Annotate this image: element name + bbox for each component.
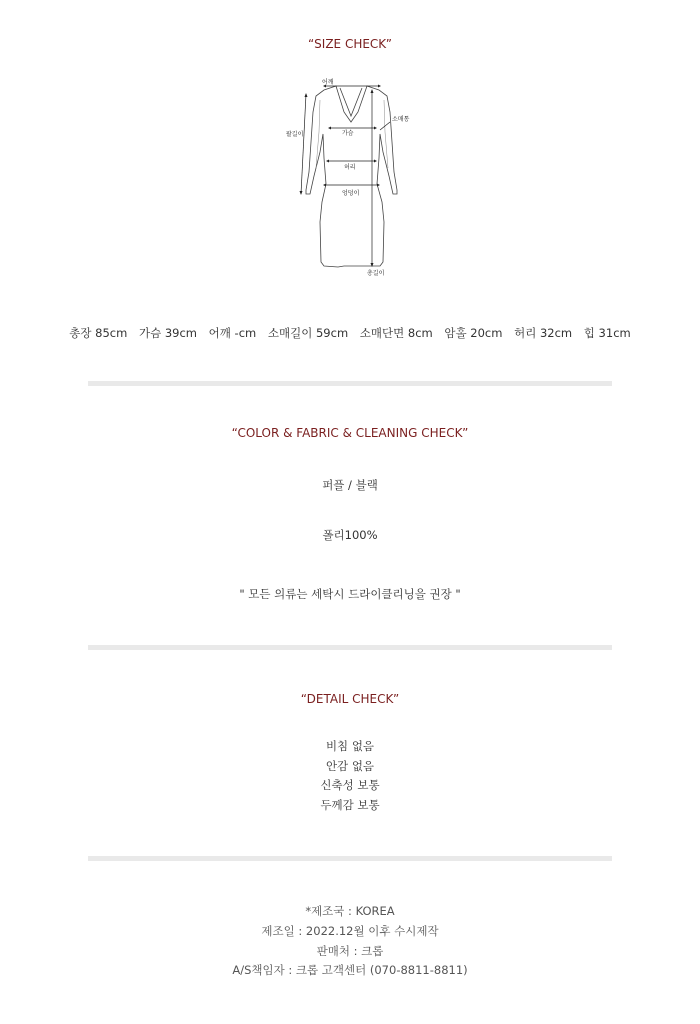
total-length-label: 총길이 (367, 270, 385, 277)
measurement-sleeve-length: 소매길이 59cm (267, 326, 349, 340)
v-neck-line (340, 88, 362, 116)
waist-arrow-left (326, 160, 329, 163)
measurement-sleeve-cuff: 소매단면 8cm (359, 326, 433, 340)
length-arrow-top (371, 89, 374, 93)
measurement-list (0, 325, 700, 341)
detail-sheerness: 비침 없음 (325, 739, 375, 753)
measurement-chest: 가슴 39cm (138, 326, 198, 340)
footer-seller: 판매처 : 크롭 (316, 944, 384, 958)
sleeve-cuff-label: 소매통 (392, 116, 410, 123)
color-value: 퍼플 / 블랙 (322, 478, 378, 492)
dress-size-diagram (280, 72, 420, 282)
waist-arrow-right (374, 160, 377, 163)
sleeve-length-measure-line (301, 94, 306, 194)
shoulder-arrow-right (378, 85, 381, 88)
cleaning-note: " 모든 의류는 세탁시 드라이클리닝을 권장 " (239, 587, 461, 601)
measurement-armhole: 암홀 20cm (444, 326, 503, 340)
measurement-waist: 허리 32cm (514, 326, 573, 340)
hip-label: 엉덩이 (342, 190, 360, 197)
sleeve-arrow-bottom (300, 191, 303, 195)
footer-manufacture-date: 제조일 : 2022.12월 이후 수시제작 (261, 924, 439, 938)
fabric-value: 폴리100% (322, 528, 378, 542)
left-sleeve-line (316, 100, 320, 168)
footer-origin: *제조국 : KOREA (305, 904, 395, 918)
chest-arrow-left (328, 127, 331, 130)
chest-label: 가슴 (342, 130, 354, 137)
waist-label: 허리 (344, 164, 356, 171)
sleeve-arrow-top (305, 93, 308, 97)
section-divider (88, 856, 612, 861)
measurement-shoulder: 어깨 -cm (208, 326, 257, 340)
section-divider (88, 645, 612, 650)
hip-arrow-right (377, 184, 380, 187)
detail-check-title: “DETAIL CHECK” (300, 692, 400, 706)
size-check-title: “SIZE CHECK” (307, 37, 393, 51)
sleeve-length-label: 팔길이 (286, 131, 304, 138)
detail-stretch: 신축성 보통 (320, 778, 380, 792)
section-divider (88, 381, 612, 386)
measurement-total-length: 총장 85cm (69, 326, 128, 340)
color-fabric-title: “COLOR & FABRIC & CLEANING CHECK” (231, 426, 469, 440)
hip-arrow-left (323, 184, 326, 187)
detail-thickness: 두께감 보통 (320, 798, 380, 812)
detail-lining: 안감 없음 (325, 759, 375, 773)
footer-as-manager: A/S책임자 : 크롭 고객센터 (070-8811-8811) (232, 963, 468, 977)
shoulder-label: 어깨 (322, 79, 334, 86)
measurement-hip: 힙 31cm (583, 326, 631, 340)
chest-arrow-right (374, 127, 377, 130)
